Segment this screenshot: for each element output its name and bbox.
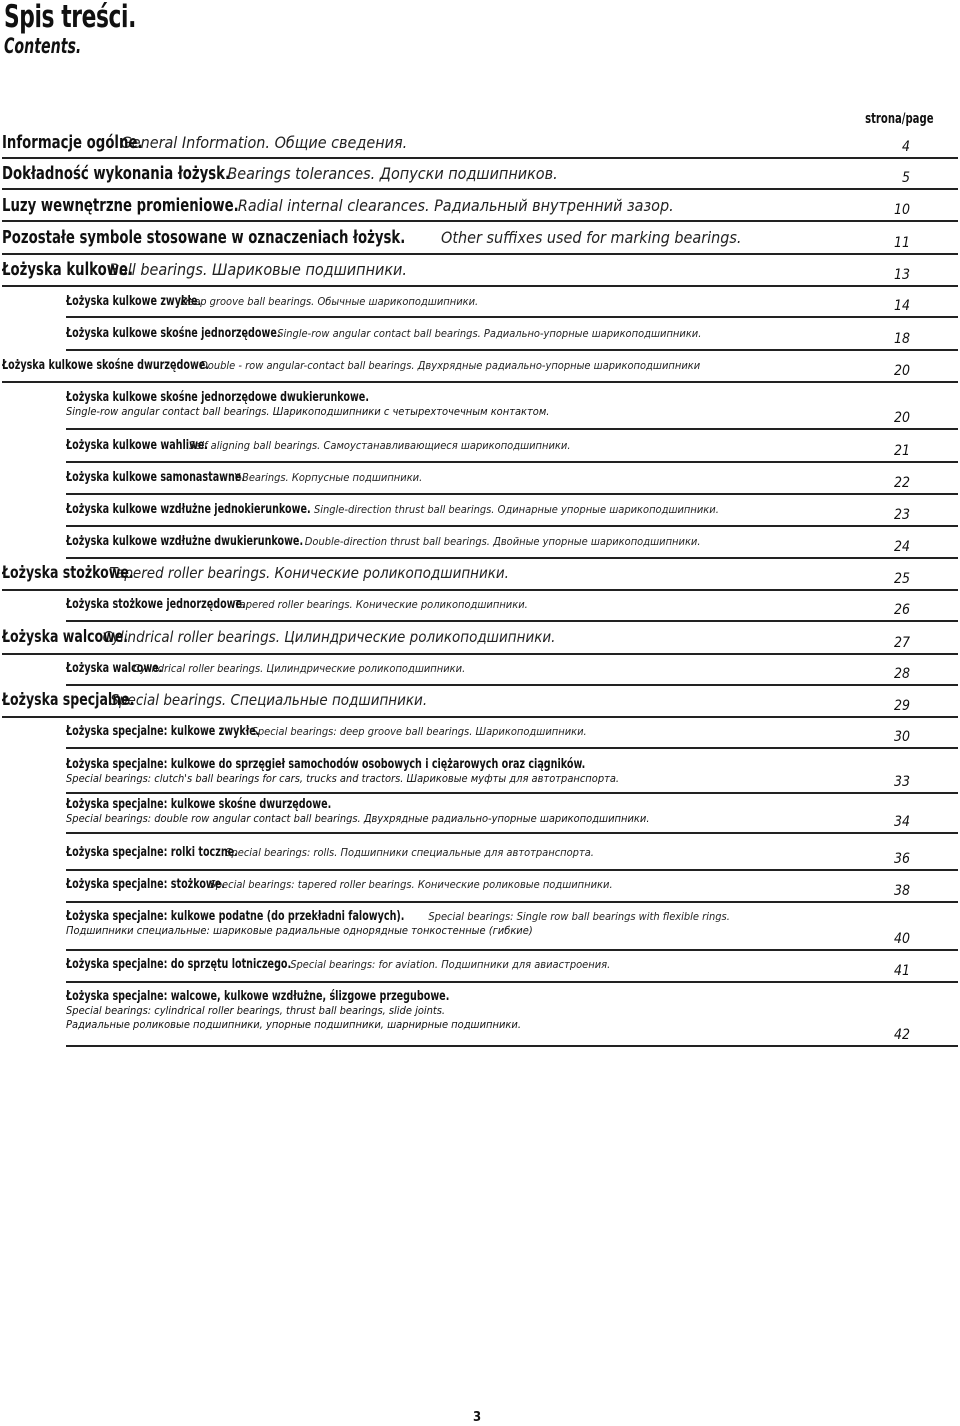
toc-entry[interactable] (2, 690, 958, 718)
toc-entry-russian-title: Обычные шарикоподшипники. (317, 295, 479, 308)
toc-entry[interactable] (66, 597, 958, 622)
toc-entry-polish-title: Łożyska kulkowe skośne jednorzędowe. (66, 326, 281, 341)
page-title: Spis treści. (4, 0, 136, 35)
toc-entry[interactable] (2, 132, 958, 159)
toc-entry-russian-title: Одинарные упорные шарикоподшипники. (497, 503, 719, 516)
toc-entry-page-number: 21 (893, 443, 910, 459)
toc-entry-english-title: Self aligning ball bearings. (188, 439, 321, 452)
toc-entry-polish-title: Łożyska kulkowe skośne dwurzędowe. (2, 358, 209, 373)
toc-entry-english-title: Y-Bearings. (233, 471, 289, 484)
toc-entry-title-line (66, 661, 958, 676)
toc-entry-title-line (66, 845, 958, 860)
toc-entry-subtitle: Special bearings: cylindrical roller bearings, thrust ball bearings, slide joints. (66, 1004, 446, 1017)
toc-entry-title-line (2, 358, 958, 373)
toc-entry-page-number: 40 (893, 931, 910, 947)
toc-entry-english-title: Special bearings: Single row ball bearings with flexible rings. (428, 910, 730, 923)
footer-page-number: 3 (473, 1410, 482, 1425)
toc-entry-title-line (66, 757, 958, 772)
toc-entry[interactable] (66, 909, 958, 951)
toc-entry-polish-title: Łożyska kulkowe skośne jednorzędowe dwukierunkowe. (66, 390, 369, 405)
toc-entry-english-title: Special bearings: tapered roller bearings. (209, 878, 415, 891)
toc-entry[interactable] (66, 661, 958, 686)
toc-entry-russian-title: Специальные подшипники. (230, 691, 428, 709)
toc-entry-russian-title: Подшипники специальные для автотранспорта. (340, 846, 594, 859)
toc-entry[interactable] (66, 877, 958, 903)
toc-entry-page-number: 22 (893, 475, 910, 491)
toc-entry-page-number: 33 (893, 774, 910, 790)
toc-entry-title-line (66, 502, 958, 517)
toc-entry-polish-title: Łożyska specjalne: kulkowe zwykłe. (66, 724, 260, 739)
toc-entry-title-line (2, 563, 958, 583)
toc-entry[interactable] (66, 294, 958, 318)
toc-entry[interactable] (66, 326, 958, 351)
toc-entry-polish-title: Łożyska specjalne: kulkowe do sprzęgieł samochodów osobowych i ciężarowych oraz ciągników. (66, 757, 586, 772)
toc-entry-page-number: 23 (893, 507, 910, 523)
toc-entry-polish-title: Łożyska walcowe. (2, 627, 129, 647)
toc-entry[interactable] (66, 502, 958, 527)
toc-entry-polish-title: Łożyska kulkowe wahliwe. (66, 438, 209, 453)
toc-entry-subtitle: Радиальные роликовые подшипники, упорные подшипники, шарнирные подшипники. (66, 1018, 521, 1031)
toc-entry-title-line (2, 227, 958, 249)
toc-entry-polish-title: Łożyska kulkowe. (2, 259, 134, 280)
toc-entry-russian-title: Цилиндрические роликоподшипники. (266, 662, 466, 675)
toc-entry-russian-title: Общие сведения. (274, 133, 408, 152)
toc-entry-page-number: 4 (901, 139, 910, 155)
toc-entry-title-line (66, 877, 958, 892)
toc-entry-title-line (2, 132, 958, 154)
toc-entry[interactable] (66, 957, 958, 983)
toc-entry-page-number: 38 (893, 883, 910, 899)
toc-entry-english-title: Radial internal clearances. (237, 196, 430, 215)
toc-entry-polish-title: Łożyska walcowe. (66, 661, 163, 676)
page-column-label: strona/page (865, 111, 934, 127)
toc-entry-title-line (66, 326, 958, 341)
toc-entry-polish-title: Łożyska specjalne. (2, 690, 135, 710)
toc-entry[interactable] (66, 438, 958, 463)
toc-entry-title-line (66, 597, 958, 612)
toc-entry-page-number: 28 (893, 666, 910, 682)
toc-entry-page-number: 41 (893, 963, 910, 979)
toc-entry-page-number: 10 (893, 202, 910, 218)
toc-entry-english-title: Single-row angular contact ball bearings. (277, 327, 481, 340)
toc-entry[interactable] (2, 259, 958, 287)
toc-entry-subtitle: Подшипники специальные: шариковые радиальные однорядные тонкостенные (гибкие) (66, 924, 533, 937)
toc-entry-english-title: Tapered roller bearings. (234, 598, 353, 611)
toc-entry-russian-title: Шарикоподшипники. (475, 725, 587, 738)
toc-entry-title-line (66, 989, 958, 1004)
toc-entry-page-number: 20 (893, 363, 910, 379)
toc-entry-page-number: 24 (893, 539, 910, 555)
toc-entry-english-title: Other suffixes used for marking bearings. (441, 228, 742, 247)
toc-entry-russian-title: Радиальный внутренний зазор. (434, 196, 674, 215)
toc-entry-polish-title: Łożyska kulkowe wzdłużne dwukierunkowe. (66, 534, 304, 549)
toc-entry-russian-title: Цилиндрические роликоподшипники. (284, 628, 556, 646)
toc-entry-english-title: Special bearings: for aviation. (290, 958, 439, 971)
toc-entry-title-line (66, 534, 958, 549)
toc-entry[interactable] (66, 470, 958, 495)
toc-entry[interactable] (66, 724, 958, 749)
toc-entry-polish-title: Luzy wewnętrzne promieniowe. (2, 195, 239, 216)
toc-entry-polish-title: Łożyska kulkowe wzdłużne jednokierunkowe. (66, 502, 311, 517)
toc-entry-english-title: Double-direction thrust ball bearings. (304, 535, 490, 548)
toc-entry-page-number: 34 (893, 814, 910, 830)
toc-entry-title-line (66, 294, 958, 309)
toc-entry-page-number: 18 (893, 331, 910, 347)
toc-entry[interactable] (66, 797, 958, 834)
toc-entry-polish-title: Łożyska specjalne: kulkowe podatne (do przekładni falowych). (66, 909, 405, 924)
toc-entry-english-title: Special bearings: deep groove ball bearings. (251, 725, 473, 738)
toc-entry-polish-title: Informacje ogólne. (2, 132, 143, 153)
toc-entry-page-number: 25 (893, 571, 910, 587)
toc-entry-page-number: 30 (893, 729, 910, 745)
toc-entry[interactable] (2, 195, 958, 222)
toc-entry-english-title: Single-direction thrust ball bearings. (313, 503, 495, 516)
toc-entry-title-line (66, 438, 958, 453)
toc-entry-russian-title: Конические роликоподшипники. (274, 564, 509, 582)
toc-entry-english-title: Cylindrical roller bearings. (133, 662, 264, 675)
toc-entry-polish-title: Łożyska specjalne: walcowe, kulkowe wzdłużne, ślizgowe przegubowe. (66, 989, 450, 1004)
toc-entry-polish-title: Pozostałe symbole stosowane w oznaczeniach łożysk. (2, 227, 406, 248)
toc-entry-polish-title: Łożyska kulkowe samonastawne. (66, 470, 246, 485)
toc-entry-page-number: 42 (893, 1027, 910, 1043)
toc-entry-subtitle: Special bearings: clutch's ball bearings for cars, trucks and tractors. Шариковые муфты для автотранспорта. (66, 772, 620, 785)
toc-entry-russian-title: Допуски подшипников. (379, 164, 558, 183)
toc-entry-title-line (66, 724, 958, 739)
toc-entry[interactable] (66, 534, 958, 559)
toc-entry[interactable] (66, 845, 958, 871)
toc-entry-title-line (66, 797, 958, 812)
toc-entry-polish-title: Łożyska specjalne: do sprzętu lotniczego. (66, 957, 292, 972)
toc-entry-polish-title: Łożyska specjalne: stożkowe. (66, 877, 225, 892)
toc-entry-subtitle: Special bearings: double row angular contact ball bearings. Двухрядные радиально-упорные шарикоподшипники. (66, 812, 650, 825)
toc-entry-russian-title: Шариковые подшипники. (211, 260, 407, 279)
toc-entry-page-number: 36 (893, 851, 910, 867)
toc-entry-polish-title: Łożyska stożkowe. (2, 563, 134, 583)
toc-entry-subtitle: Single-row angular contact ball bearings. Шарикоподшипники с четырехточечным контактом. (66, 405, 550, 418)
toc-entry-page-number: 5 (901, 170, 910, 186)
toc-entry-page-number: 26 (893, 602, 910, 618)
toc-entry[interactable] (2, 563, 958, 591)
toc-entry-polish-title: Dokładność wykonania łożysk. (2, 163, 231, 184)
toc-entry-polish-title: Łożyska specjalne: rolki toczne. (66, 845, 238, 860)
toc-entry-title-line (2, 627, 958, 647)
toc-entry-english-title: Ball bearings. (109, 260, 208, 279)
toc-entry-page-number: 14 (893, 298, 910, 314)
toc-entry-english-title: Tapered roller bearings. (109, 564, 271, 582)
toc-entry-russian-title: Радиально-упорные шарикоподшипники. (483, 327, 702, 340)
toc-entry-polish-title: Łożyska stożkowe jednorzędowe. (66, 597, 246, 612)
toc-entry-page-number: 13 (893, 267, 910, 283)
toc-entry[interactable] (2, 163, 958, 190)
toc-entry[interactable] (2, 358, 958, 383)
toc-entry-russian-title: Самоустанавливающиеся шарикоподшипники. (323, 439, 571, 452)
toc-entry-title-line (2, 690, 958, 710)
toc-entry[interactable] (2, 227, 958, 255)
toc-entry[interactable] (2, 627, 958, 655)
page-subtitle: Contents. (4, 34, 82, 58)
toc-entry-russian-title: Подшипники для авиастроения. (441, 958, 611, 971)
toc-entry-title-line (66, 390, 958, 405)
toc-entry-english-title: General Information. (120, 133, 270, 152)
toc-entry-polish-title: Łożyska specjalne: kulkowe skośne dwurzędowe. (66, 797, 332, 812)
toc-entry-page-number: 29 (893, 698, 910, 714)
toc-entry-page-number: 27 (893, 635, 910, 651)
toc-entry-english-title: Cylindrical roller bearings. (102, 628, 280, 646)
toc-entry-russian-title: Конические роликовые подшипники. (417, 878, 613, 891)
toc-entry-polish-title: Łożyska kulkowe zwykłe. (66, 294, 202, 309)
toc-entry[interactable] (66, 390, 958, 430)
toc-entry-title-line (66, 909, 958, 924)
toc-entry-title-line (66, 957, 958, 972)
toc-entry-russian-title: Двойные упорные шарикоподшипники. (493, 535, 701, 548)
toc-entry-english-title: Double - row angular-contact ball bearings. (200, 359, 415, 372)
toc-entry-english-title: Special bearings: rolls. (225, 846, 338, 859)
toc-entry-page-number: 20 (893, 410, 910, 426)
toc-entry[interactable] (66, 989, 958, 1047)
toc-entry-russian-title: Конические роликоподшипники. (355, 598, 528, 611)
toc-entry-russian-title: Двухрядные радиально-упорные шарикоподшипники (417, 359, 701, 372)
toc-entry-title-line (2, 259, 958, 281)
toc-entry-english-title: Bearings tolerances. (227, 164, 376, 183)
toc-entry-russian-title: Корпусные подшипники. (291, 471, 423, 484)
toc-entry-english-title: Special bearings. (110, 691, 227, 709)
toc-entry-english-title: Deep groove ball bearings. (180, 295, 315, 308)
toc-entry-title-line (2, 195, 958, 217)
toc-entry-title-line (66, 470, 958, 485)
toc-entry-page-number: 11 (893, 235, 910, 251)
toc-entry-title-line (2, 163, 958, 185)
toc-entry[interactable] (66, 757, 958, 794)
